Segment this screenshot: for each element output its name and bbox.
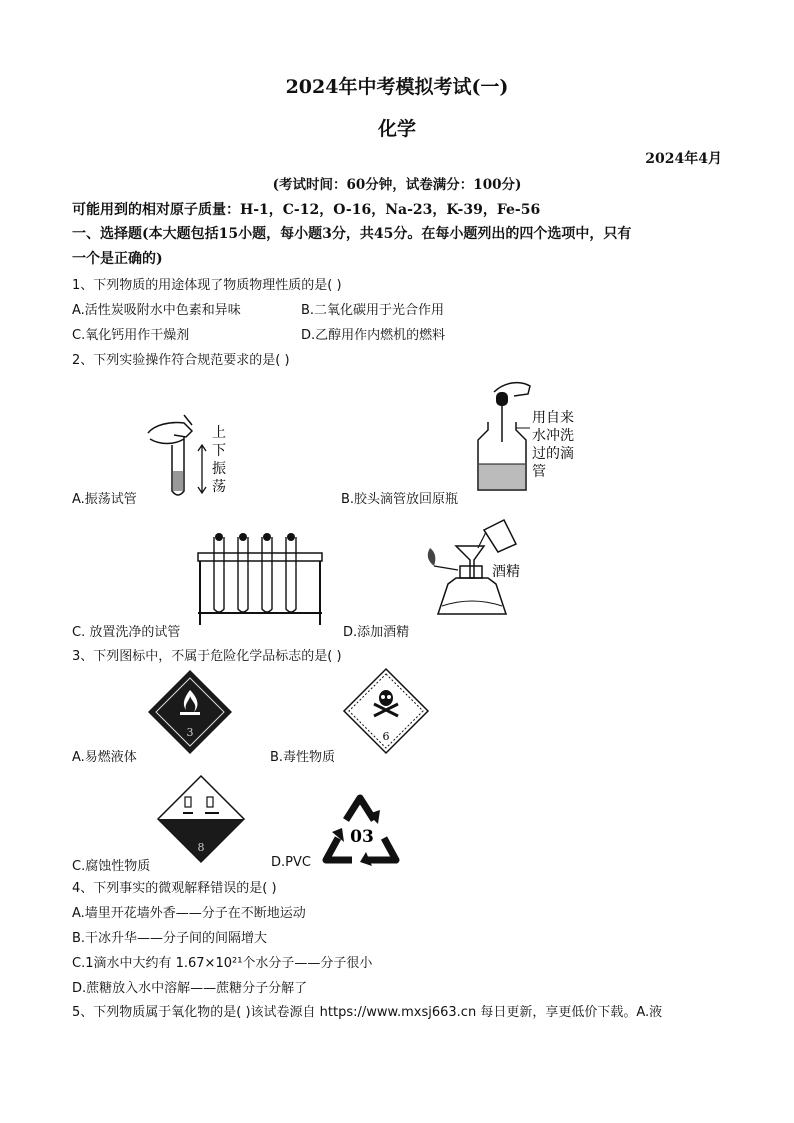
q2-option-c: C. 放置洗净的试管 xyxy=(72,625,181,640)
toxic-substance-sign xyxy=(343,668,429,754)
q3-option-b: B.毒性物质 xyxy=(270,750,336,765)
q4-stem: 4、下列事实的微观解释错误的是( ) xyxy=(72,881,277,896)
q3-option-d: D.PVC xyxy=(271,855,311,870)
fig-b-text-4: 管 xyxy=(532,464,546,480)
q2-option-a: A.振荡试管 xyxy=(72,492,137,507)
q2-option-b: B.胶头滴管放回原瓶 xyxy=(341,492,459,507)
corrosive-substance-sign xyxy=(157,775,245,863)
atomic-masses: 可能用到的相对原子质量：H-1，C-12，O-16，Na-23，K-39，Fe-56 xyxy=(72,202,541,218)
section-heading-cont: 一个是正确的) xyxy=(72,251,163,267)
q3-option-a: A.易燃液体 xyxy=(72,750,137,765)
q5-stem: 5、下列物质属于氧化物的是( )该试卷源自 https://www.mxsj663.cn 每日更新，享更低价下载。A.液 xyxy=(72,1005,663,1020)
section-heading: 一、选择题(本大题包括15小题，每小题3分，共45分。在每小题列出的四个选项中，只有 xyxy=(72,226,632,242)
q3-stem: 3、下列图标中，不属于危险化学品标志的是( ) xyxy=(72,649,342,664)
subject-title: 化学 xyxy=(377,118,416,140)
q3-option-c: C.腐蚀性物质 xyxy=(72,859,151,874)
dropper-bottle-figure xyxy=(470,378,580,500)
fig-b-text-1: 用自来 xyxy=(532,410,574,426)
q4-option-c: C.1滴水中大约有 1.67×10²¹个水分子——分子很小 xyxy=(72,956,373,971)
shaking-test-tube-figure xyxy=(140,405,240,505)
q1-option-b: B.二氧化碳用于光合作用 xyxy=(301,303,445,318)
fig-d-text: 酒精 xyxy=(492,564,520,580)
alcohol-lamp-figure xyxy=(420,518,540,628)
flammable-liquid-sign xyxy=(148,670,232,754)
q2-option-d: D.添加酒精 xyxy=(343,625,410,640)
page-title: 2024年中考模拟考试(一) xyxy=(285,76,509,98)
q1-option-d: D.乙醇用作内燃机的燃料 xyxy=(301,328,446,343)
fig-a-text-1: 上 xyxy=(212,425,226,441)
test-tube-rack-figure xyxy=(194,527,326,627)
fig-b-text-2: 水冲洗 xyxy=(532,428,574,444)
q4-option-d: D.蔗糖放入水中溶解——蔗糖分子分解了 xyxy=(72,981,308,996)
recycle-code: 03 xyxy=(350,827,374,847)
exam-info: (考试时间：60分钟，试卷满分：100分) xyxy=(272,177,522,193)
q2-stem: 2、下列实验操作符合规范要求的是( ) xyxy=(72,353,290,368)
fig-a-text-2: 下 xyxy=(212,443,226,459)
q1-stem: 1、下列物质的用途体现了物质物理性质的是( ) xyxy=(72,278,342,293)
sign-b-number: 6 xyxy=(382,730,390,743)
fig-a-text-4: 荡 xyxy=(212,479,226,495)
fig-b-text-3: 过的滴 xyxy=(532,446,574,462)
recycling-pvc-icon xyxy=(316,790,408,870)
sign-c-number: 8 xyxy=(197,841,205,854)
sign-a-number: 3 xyxy=(186,726,194,739)
exam-date: 2024年4月 xyxy=(645,151,722,167)
q4-option-b: B.干冰升华——分子间的间隔增大 xyxy=(72,931,268,946)
q1-option-c: C.氧化钙用作干燥剂 xyxy=(72,328,190,343)
q4-option-a: A.墙里开花墙外香——分子在不断地运动 xyxy=(72,906,306,921)
fig-a-text-3: 振 xyxy=(212,461,226,477)
q1-option-a: A.活性炭吸附水中色素和异味 xyxy=(72,303,241,318)
